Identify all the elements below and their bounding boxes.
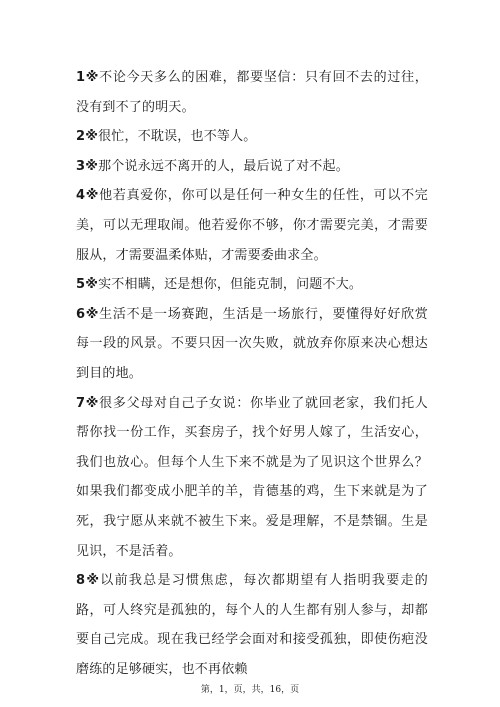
paragraph-text: 他若真爱你，你可以是任何一种女生的任性，可以不完美，可以无理取闹。他若爱你不够，你才需要完美，才需要服从，才需要温柔体贴，才需要委曲求全。	[76, 188, 428, 263]
paragraph-number: 5※	[76, 277, 99, 293]
paragraph-number: 3※	[76, 158, 99, 174]
paragraph-6	[76, 300, 428, 389]
paragraph-text: 很多父母对自己子女说：你毕业了就回老家，我们托人帮你找一份工作，买套房子，找个好男人嫁了，生活安心，我们也放心。但每个人生下来不就是为了见识这个世界么？如果我们都变成小肥羊的羊，肯德基的鸡，生下来就是为了死，我宁愿从来就不被生下来。爱是理解，不是禁锢。生是见识，不是活着。	[76, 395, 428, 559]
paragraph-2	[76, 122, 428, 152]
paragraph-7	[76, 389, 428, 567]
paragraph-number: 6※	[76, 306, 100, 322]
paragraph-text: 以前我总是习惯焦虑，每次都期望有人指明我要走的路，可人终究是孤独的，每个人的人生都有别人参与，却都要自己完成。现在我已经学会面对和接受孤独，即使伤疤没磨练的足够硬实，也不再依赖	[76, 573, 428, 677]
paragraph-5	[76, 270, 428, 300]
paragraph-text: 很忙，不耽误，也不等人。	[98, 129, 257, 145]
paragraph-text: 那个说永远不离开的人，最后说了对不起。	[98, 158, 349, 174]
paragraph-number: 4※	[76, 188, 100, 204]
paragraph-4	[76, 181, 428, 270]
paragraph-number: 7※	[76, 395, 100, 411]
paragraph-text: 实不相瞒，还是想你，但能克制，问题不大。	[98, 277, 363, 293]
paragraph-number: 1※	[76, 70, 100, 85]
paragraph-number: 2※	[76, 129, 99, 145]
paragraph-number: 8※	[76, 573, 101, 589]
paragraph-8	[76, 566, 428, 684]
page-footer: 第，1，页，共，16，页	[200, 685, 300, 695]
paragraph-3	[76, 152, 428, 182]
document-body	[76, 63, 428, 684]
paragraph-1	[76, 63, 428, 122]
paragraph-text: 生活不是一场赛跑，生活是一场旅行，要懂得好好欣赏每一段的风景。不要只因一次失败，就放弃你原来决心想达到目的地。	[76, 306, 428, 381]
paragraph-text: 不论今天多么的困难，都要坚信：只有回不去的过往，没有到不了的明天。	[76, 70, 428, 115]
